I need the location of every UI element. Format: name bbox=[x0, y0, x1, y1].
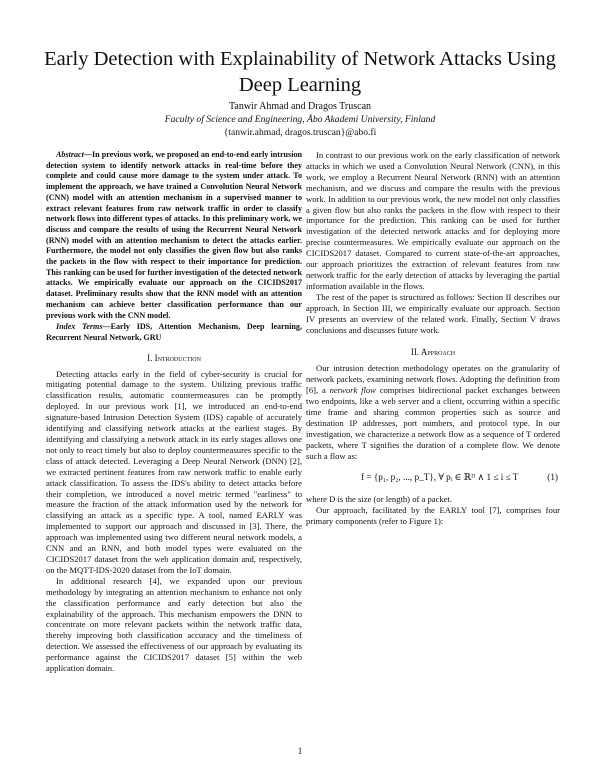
index-terms bbox=[46, 322, 302, 343]
index-terms-label: Index Terms bbox=[56, 322, 103, 332]
approach-paragraph-2: where D is the size (or length) of a packet. bbox=[306, 494, 453, 505]
left-column bbox=[46, 150, 303, 674]
right-column bbox=[306, 150, 560, 527]
intro-paragraph-1: Detecting attacks early in the field of cyber-security is crucial for mitigating potential damage to the system. Utilizing previous traffic classification results, automatic countermeasures can be promptly deployed. In our previous work [1], we introduced an end-to-end signature-based Intrusion Detection System (IDS) capable of accurately identifying and classifying network attacks at the earliest stages. By identifying and classifying a network attack in its early stages allows one not only to react timely but also to deploy countermeasures specific to the class of attack detected. Leveraging a Deep Neural Network (DNN) [2], we extracted pertinent features from raw network traffic to enable early attack classification. To assess the IDS's ability to detect attacks before their completion, we introduced a novel metric termed "earliness" to measure the fraction of the attack information used by the network for classifying an attack as a specific type. A tool, named EARLY was implemented to support our approach and discussed in [3]. There, the approach was implemented using two different neural network models, a CNN and an RNN, and both model types were evaluated on the CICIDS2017 dataset from the web application domain and, respectively, on the MQTT-IDS-2020 dataset from the IoT domain. bbox=[46, 368, 302, 575]
approach-text-a: Our intrusion detection methodology operates on the granularity of network packets, examining network flows. Adopting the definition from [6], a bbox=[306, 363, 560, 396]
paper-title: Early Detection with Explainability of Network Attacks Using Deep Learning bbox=[44, 48, 556, 96]
abstract-label: Abstract bbox=[56, 150, 84, 159]
equation-number: (1) bbox=[547, 472, 558, 483]
intro-paragraph-2: In additional research [4], we expanded upon our previous methodology by integrating an attention mechanism to enhance not only the classification performance and early detection but also the explainability of the approach. This mechanism empowers the DNN to concentrate on more relevant packets within the network traffic data, thereby improving both classification accuracy and the timeliness of detection. We assessed the effectiveness of our approach by evaluating its performance against the CICIDS2017 dataset [5] within the web application domain. bbox=[46, 575, 302, 674]
author-affiliation: Faculty of Science and Engineering, Åbo Akademi University, Finland bbox=[164, 114, 436, 125]
intro-paragraph-3: In contrast to our previous work on the early classification of network attacks in which we used a Convolution Neural Network (CNN), in this work, we employ a Recurrent Neural Network (RNN) with an attention mechanism, and we discuss and compare the results with the previous work. In addition to our previous work, the new model not only classifies a given flow but also ranks the packets in the flow with respect to their importance for the prediction. This ranking can be used for further investigation of the detected network attacks and for deploying more precise countermeasures. We empirically evaluate our approach on the CICIDS2017 dataset. Compared to current state-of-the-art approaches, our approach prioritizes the extraction of relevant features from raw network traffic for the early detection of attacks by leveraging the partial information available in the flows. bbox=[306, 150, 560, 291]
equation-1 bbox=[306, 472, 560, 483]
approach-heading: II. Approach bbox=[410, 347, 456, 358]
introduction-heading: I. Introduction bbox=[147, 352, 201, 363]
network-flow-term: network flow bbox=[329, 385, 376, 396]
abstract bbox=[46, 150, 302, 321]
equation-formula: f = {p₁, p₂, ..., p_T}, ∀ pᵢ ∈ ℝᴰ ∧ 1 ≤ i ≤ T bbox=[361, 472, 519, 483]
approach-text-b: comprises bidirectional packet exchanges between two endpoints, like a web server and a client, occurring within a specific time frame and sharing common properties such as source and destination IP addresses, port numbers, and protocol type. In our investigation, we characterize a network flow as a sequence of T ordered packets, where T signifies the duration of a complete flow. We denote such a flow as: bbox=[306, 385, 561, 461]
author-names: Tanwir Ahmad and Dragos Truscan bbox=[228, 101, 372, 112]
index-terms-text: —Early IDS, Attention Mechanism, Deep learning, Recurrent Neural Network, GRU bbox=[46, 322, 303, 342]
page-number: 1 bbox=[297, 746, 303, 756]
approach-paragraph-1 bbox=[306, 363, 560, 461]
author-email: {tanwir.ahmad, dragos.truscan}@abo.fi bbox=[223, 127, 377, 138]
approach-paragraph-3: Our approach, facilitated by the EARLY tool [7], comprises four primary components (refer to Figure 1): bbox=[306, 505, 560, 527]
abstract-text: —In previous work, we proposed an end-to-end early intrusion detection system to identify network attacks in real-time before they complete and could cause more damage to the system under attack. To implement the approach, we have trained a Convolution Neural Network (CNN) model with an attention mechanism in a supervised manner to extract relevant features from raw network traffic in order to classify network flows into different types of attacks. In this preliminary work, we discuss and compare the results of using the Recurrent Neural Network (RNN) model with an attention mechanism to detect the attacks earlier. Furthermore, the model not only classifies the given flow but also ranks the packets in the flow with respect to their importance for prediction. This ranking can be used for further investigation of the detected network attacks. We empirically evaluate our approach on the CICIDS2017 dataset. Preliminary results show that the RNN model with an attention mechanism can achieve better classification performance than our previous work with the CNN model. bbox=[46, 150, 302, 320]
intro-paragraph-4: The rest of the paper is structured as follows: Section II describes our approach. In Section III, we empirically evaluate our approach. Section IV presents an overview of the related work. Finally, Section V draws conclusions and discusses future work. bbox=[306, 291, 560, 335]
